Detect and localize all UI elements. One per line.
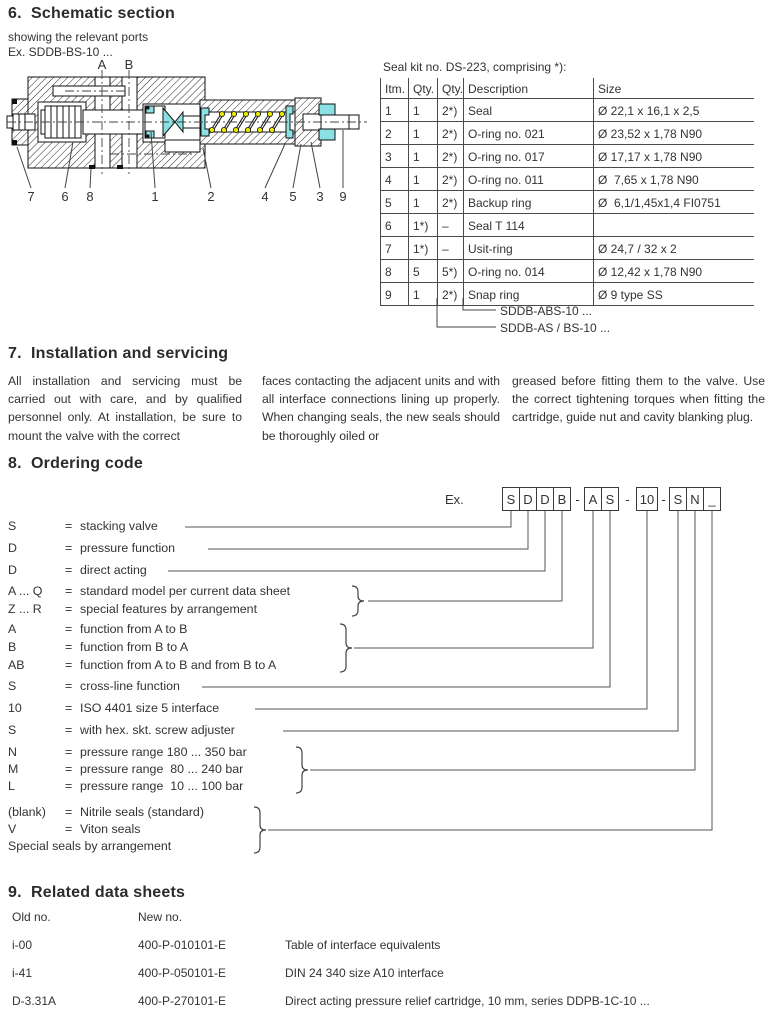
cell: 1: [409, 99, 438, 122]
legend-code: S: [8, 723, 17, 737]
sheet-desc: Table of interface equivalents: [285, 938, 441, 952]
cell: 1: [409, 191, 438, 214]
callout-1: 1: [151, 189, 159, 204]
equals-sign: =: [65, 701, 73, 715]
cell: 6: [381, 214, 409, 237]
old-no: i-00: [12, 938, 33, 952]
cell: 7: [381, 237, 409, 260]
cell: Ø 9 type SS: [594, 283, 754, 306]
code-cell: B: [553, 487, 571, 511]
code-cell: 10: [636, 487, 658, 511]
legend-desc: Viton seals: [80, 822, 141, 836]
legend-special-seals: Special seals by arrangement: [8, 839, 172, 853]
legend-code: AB: [8, 658, 25, 672]
legend-desc: ISO 4401 size 5 interface: [80, 701, 220, 715]
legend-desc: special features by arrangement: [80, 602, 258, 616]
table-row: [381, 122, 754, 145]
equals-sign: =: [65, 658, 73, 672]
code-cell: S: [669, 487, 687, 511]
legend-code: B: [8, 640, 17, 654]
col-header-new-no: New no.: [138, 910, 183, 924]
equals-sign: =: [65, 602, 73, 616]
table-row: [381, 260, 754, 283]
callout-7: 7: [27, 189, 35, 204]
cell: 3: [381, 145, 409, 168]
code-cell: N: [686, 487, 704, 511]
section6-example: Ex. SDDB-BS-10 ...: [8, 45, 113, 59]
cell: 5: [409, 260, 438, 283]
seal-kit-header-row: [381, 78, 754, 99]
cell: 2*): [438, 283, 464, 306]
cell: 2*): [438, 99, 464, 122]
table-row: [381, 145, 754, 168]
table-row: [381, 168, 754, 191]
legend-code: Z ... R: [8, 602, 42, 616]
cell: 5: [381, 191, 409, 214]
cell: Ø 12,42 x 1,78 N90: [594, 260, 754, 283]
col-qty1: Qty.: [409, 78, 438, 99]
section6-subtitle: showing the relevant ports: [8, 30, 149, 44]
cell: 1: [409, 168, 438, 191]
cell: 1*): [409, 214, 438, 237]
new-no: 400-P-050101-E: [138, 966, 227, 980]
col-qty2: Qty.: [438, 78, 464, 99]
code-separator: -: [661, 491, 666, 507]
callout-5: 5: [289, 189, 297, 204]
port-label-b: B: [124, 57, 134, 72]
code-cell: _: [703, 487, 721, 511]
legend-code: S: [8, 679, 17, 693]
legend-code: A ... Q: [8, 584, 43, 598]
legend-desc: function from A to B: [80, 622, 188, 636]
cell: 1: [409, 283, 438, 306]
sheet-desc: DIN 24 340 size A10 interface: [285, 966, 444, 980]
legend-desc: pressure range 10 ... 100 bar: [80, 779, 244, 793]
cell: O-ring no. 011: [464, 168, 594, 191]
cell: 9: [381, 283, 409, 306]
equals-sign: =: [65, 679, 73, 693]
code-separator: -: [575, 491, 580, 507]
table-row: [381, 99, 754, 122]
legend-desc: standard model per current data sheet: [80, 584, 291, 598]
code-separator: -: [625, 491, 630, 507]
cell: Ø 6,1/1,45x1,4 FI0751: [594, 191, 754, 214]
legend-code: M: [8, 762, 19, 776]
equals-sign: =: [65, 640, 73, 654]
equals-sign: =: [65, 745, 73, 759]
legend-desc: pressure range 180 ... 350 bar: [80, 745, 247, 759]
legend-desc: cross-line function: [80, 679, 180, 693]
cell: 2: [381, 122, 409, 145]
callout-2: 2: [207, 189, 215, 204]
brace-group: [254, 586, 364, 853]
equals-sign: =: [65, 779, 73, 793]
legend-desc: direct acting: [80, 563, 147, 577]
cell: 1: [409, 145, 438, 168]
section7-heading: 7. Installation and servicing: [8, 345, 229, 362]
legend-code: S: [8, 519, 17, 533]
legend-code: L: [8, 779, 15, 793]
legend-desc: pressure range 80 ... 240 bar: [80, 762, 244, 776]
section6-heading: 6. Schematic section: [8, 5, 175, 22]
equals-sign: =: [65, 622, 73, 636]
legend-code: N: [8, 745, 17, 759]
legend-desc: stacking valve: [80, 519, 158, 533]
section8-heading: 8. Ordering code: [8, 455, 143, 472]
code-cell: A: [584, 487, 602, 511]
seal-kit-callout-lines: [380, 298, 510, 338]
cell: 1*): [409, 237, 438, 260]
cell: Seal T 114: [464, 214, 594, 237]
install-col1: All installation and servicing must be carried out with care, and by qualified personnel only. At installation, be sure to mount the valve with the correct: [8, 374, 242, 443]
section9-heading: 9. Related data sheets: [8, 884, 186, 901]
new-no: 400-P-270101-E: [138, 994, 227, 1008]
cell: 8: [381, 260, 409, 283]
cell: –: [438, 237, 464, 260]
cell: 5*): [438, 260, 464, 283]
equals-sign: =: [65, 805, 73, 819]
code-cell: D: [519, 487, 537, 511]
callout-9: 9: [339, 189, 347, 204]
install-col3: greased before fitting them to the valve. Use the correct tightening torques when fitting the cartridge, guide nut and cavity blanking plug.: [512, 374, 765, 425]
legend-desc: function from B to A: [80, 640, 189, 654]
equals-sign: =: [65, 723, 73, 737]
table-row: [381, 214, 754, 237]
cell: [594, 214, 754, 237]
legend-code: V: [8, 822, 17, 836]
legend-desc: pressure function: [80, 541, 176, 555]
callout-sddb-as-bs: SDDB-AS / BS-10 ...: [500, 321, 611, 335]
legend-desc: function from A to B and from B to A: [80, 658, 277, 672]
legend-code: A: [8, 622, 17, 636]
equals-sign: =: [65, 584, 73, 598]
col-size: Size: [594, 78, 754, 99]
col-itm: Itm.: [381, 78, 409, 99]
cell: Ø 7,65 x 1,78 N90: [594, 168, 754, 191]
legend-code: 10: [8, 701, 22, 715]
port-label-a: A: [97, 57, 107, 72]
ex-label: Ex.: [445, 492, 464, 507]
callout-8: 8: [86, 189, 94, 204]
new-no: 400-P-010101-E: [138, 938, 227, 952]
table-row: [381, 237, 754, 260]
legend-code: D: [8, 541, 17, 555]
code-cell: S: [601, 487, 619, 511]
callout-4: 4: [261, 189, 269, 204]
cell: 1: [409, 122, 438, 145]
legend-desc: with hex. skt. screw adjuster: [80, 723, 235, 737]
cell: Usit-ring: [464, 237, 594, 260]
legend-desc: Nitrile seals (standard): [80, 805, 204, 819]
cell: Ø 22,1 x 16,1 x 2,5: [594, 99, 754, 122]
cell: Seal: [464, 99, 594, 122]
code-cell: S: [502, 487, 520, 511]
cell: 2*): [438, 191, 464, 214]
seal-kit-table: [380, 78, 754, 306]
equals-sign: =: [65, 762, 73, 776]
seal-kit-title: Seal kit no. DS-223, comprising *):: [383, 60, 567, 74]
col-description: Description: [464, 78, 594, 99]
cell: –: [438, 214, 464, 237]
cell: O-ring no. 021: [464, 122, 594, 145]
cell: 2*): [438, 122, 464, 145]
install-col2: faces contacting the adjacent units and with all interface connections lining up properly. When changing seals, the new seals should be thoroughly oiled or: [262, 374, 500, 443]
cell: 2*): [438, 168, 464, 191]
cell: Snap ring: [464, 283, 594, 306]
old-no: D-3.31A: [12, 994, 57, 1008]
equals-sign: =: [65, 519, 73, 533]
callout-sddb-abs: SDDB-ABS-10 ...: [500, 304, 593, 318]
legend-code: (blank): [8, 805, 46, 819]
cell: Ø 23,52 x 1,78 N90: [594, 122, 754, 145]
cell: 2*): [438, 145, 464, 168]
cell: Ø 24,7 / 32 x 2: [594, 237, 754, 260]
equals-sign: =: [65, 822, 73, 836]
legend-code: D: [8, 563, 17, 577]
valve-schematic: [5, 62, 375, 210]
code-cell: D: [536, 487, 554, 511]
old-no: i-41: [12, 966, 33, 980]
cell: 1: [381, 99, 409, 122]
callout-6: 6: [61, 189, 69, 204]
cell: Backup ring: [464, 191, 594, 214]
equals-sign: =: [65, 563, 73, 577]
cell: 4: [381, 168, 409, 191]
table-row: [381, 191, 754, 214]
sheet-desc: Direct acting pressure relief cartridge, 10 mm, series DDPB-1C-10 ...: [285, 994, 650, 1008]
cell: Ø 17,17 x 1,78 N90: [594, 145, 754, 168]
equals-sign: =: [65, 541, 73, 555]
col-header-old-no: Old no.: [12, 910, 51, 924]
callout-3: 3: [316, 189, 324, 204]
cell: O-ring no. 017: [464, 145, 594, 168]
cell: O-ring no. 014: [464, 260, 594, 283]
